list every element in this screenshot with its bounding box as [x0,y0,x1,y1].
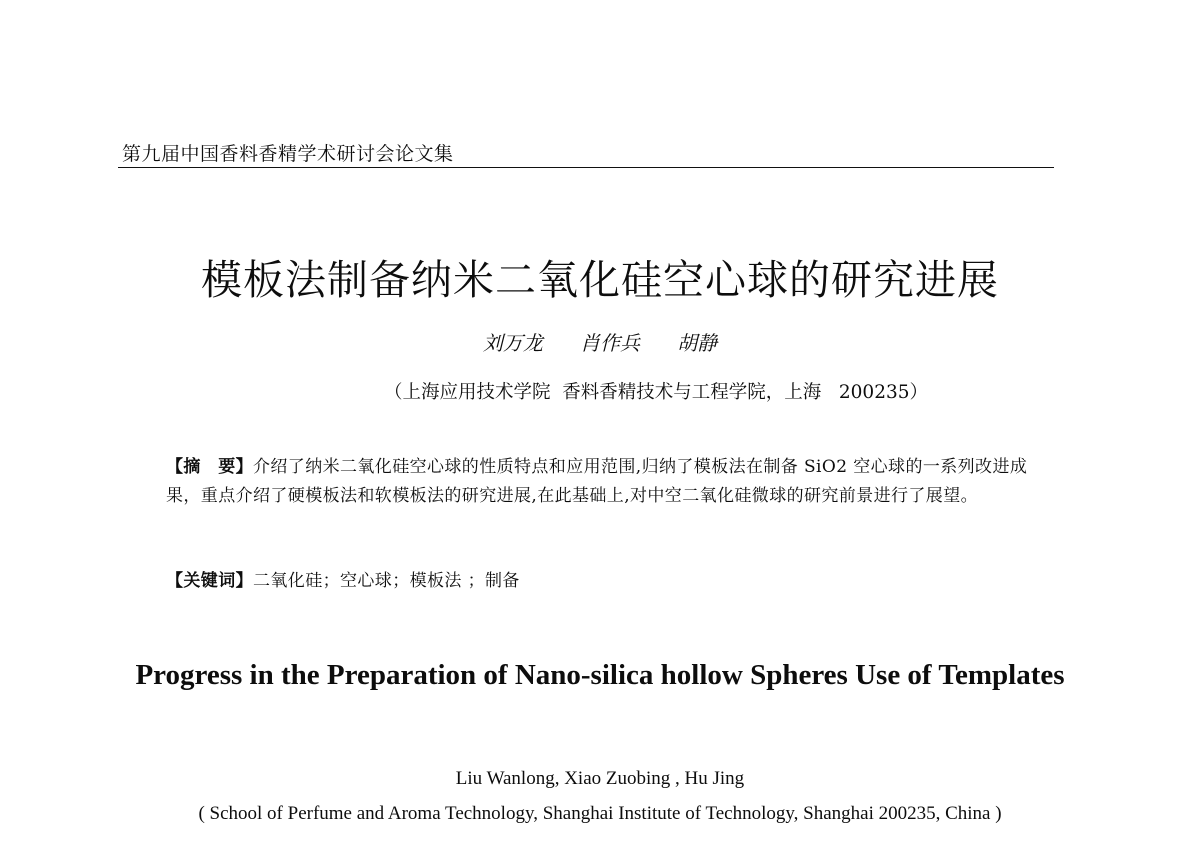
chinese-title: 模板法制备纳米二氧化硅空心球的研究进展 [201,256,999,304]
keywords-label: 【关键词】 [166,571,253,591]
running-header: 第九届中国香料香精学术研讨会论文集 [122,143,454,165]
abstract-label: 【摘 要】 [166,457,253,477]
chinese-affiliation: （上海应用技术学院 香料香精技术与工程学院，上海 200235） [383,382,929,403]
english-authors: Liu Wanlong, Xiao Zuobing , Hu Jing [455,768,745,789]
abstract [166,453,1038,511]
english-title: Progress in the Preparation of Nano-silica hollow Spheres Use of Templates [135,659,1065,691]
chinese-authors: 刘万龙 肖作兵 胡静 [482,331,718,355]
header-rule [118,167,1054,168]
abstract-text: 介绍了纳米二氧化硅空心球的性质特点和应用范围,归纳了模板法在制备 SiO2 空心球的一系列改进成果，重点介绍了硬模板法和软模板法的研究进展,在此基础上,对中空二氧化硅微球的研究前景进行了展望。 [166,457,1028,506]
keywords-text: 二氧化硅；空心球；模板法 ；制备 [253,571,520,591]
english-affiliation: ( School of Perfume and Aroma Technology, Shanghai Institute of Technology, Shanghai 200235, China ) [198,803,1002,824]
keywords [166,566,520,591]
